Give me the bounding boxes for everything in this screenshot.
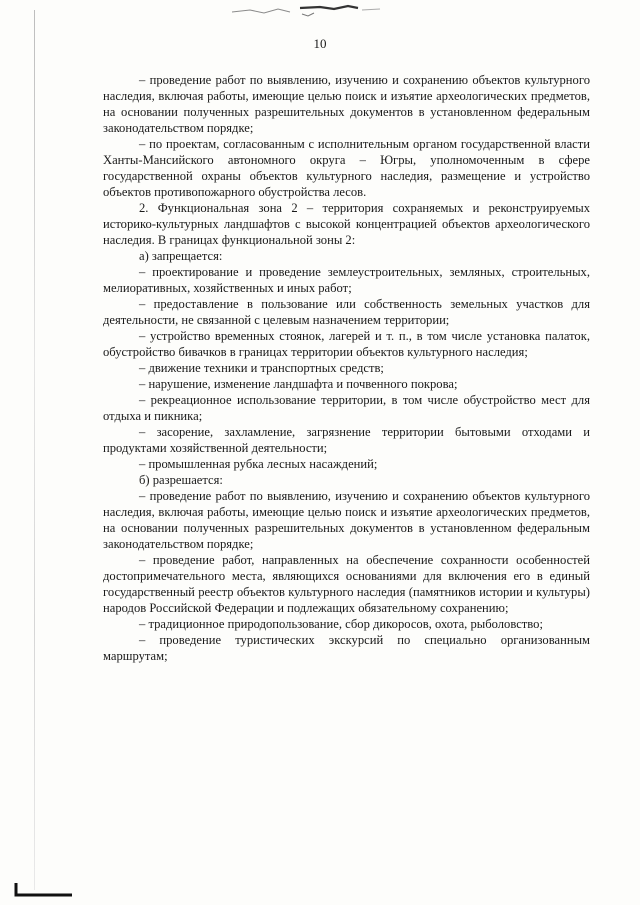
paragraph: – промышленная рубка лесных насаждений; (139, 457, 378, 471)
paragraph: а) запрещается: (139, 249, 223, 263)
scan-corner-mark (14, 883, 74, 897)
paragraph: – предоставление в пользование или собственность земельных участков для деятельности, не связанной с целевым назначением территории; (103, 297, 590, 327)
paragraph: – проектирование и проведение землеустроительных, земляных, строительных, мелиоративных, хозяйственных и иных работ; (103, 265, 590, 295)
paragraph: – засорение, захламление, загрязнение территории бытовыми отходами и продуктами хозяйственной деятельности; (103, 425, 590, 455)
scan-edge-line (34, 10, 35, 890)
paragraph: – рекреационное использование территории, в том числе обустройство мест для отдыха и пикника; (103, 393, 590, 423)
paragraph: б) разрешается: (139, 473, 223, 487)
scan-noise-top (230, 4, 390, 18)
paragraph: 2. Функциональная зона 2 – территория сохраняемых и реконструируемых историко-культурных ландшафтов с высокой концентрацией объектов археологического наследия. В границах функциональной зоны 2: (103, 201, 590, 247)
paragraph: – традиционное природопользование, сбор дикоросов, охота, рыболовство; (139, 617, 543, 631)
body-text (103, 72, 590, 664)
paragraph: – проведение работ, направленных на обеспечение сохранности особенностей достопримечательного места, являющихся основаниями для включения его в единый государственный реестр объектов культурного наследия (памятников истории и культуры) народов Российской Федерации и подлежащих обязательному сохранению; (103, 553, 590, 615)
page-number: 10 (313, 36, 327, 51)
paragraph: – проведение работ по выявлению, изучению и сохранению объектов культурного наследия, включая работы, имеющие целью поиск и изъятие археологических предметов, на основании полученных разрешительных документов в установленном федеральным законодательством порядке; (103, 73, 590, 135)
paragraph: – по проектам, согласованным с исполнительным органом государственной власти Ханты-Мансийского автономного округа – Югры, уполномоченным в сфере государственной охраны объектов культурного наследия, размещение и устройство объектов противопожарного обустройства лесов. (103, 137, 590, 199)
paragraph: – нарушение, изменение ландшафта и почвенного покрова; (139, 377, 458, 391)
paragraph: – движение техники и транспортных средств; (139, 361, 384, 375)
paragraph: – устройство временных стоянок, лагерей и т. п., в том числе установка палаток, обустройство бивачков в границах территории объектов культурного наследия; (103, 329, 590, 359)
paragraph: – проведение работ по выявлению, изучению и сохранению объектов культурного наследия, включая работы, имеющие целью поиск и изъятие археологических предметов, на основании полученных разрешительных документов в установленном федеральным законодательством порядке; (103, 489, 590, 551)
paragraph: – проведение туристических экскурсий по специально организованным маршрутам; (103, 633, 590, 663)
